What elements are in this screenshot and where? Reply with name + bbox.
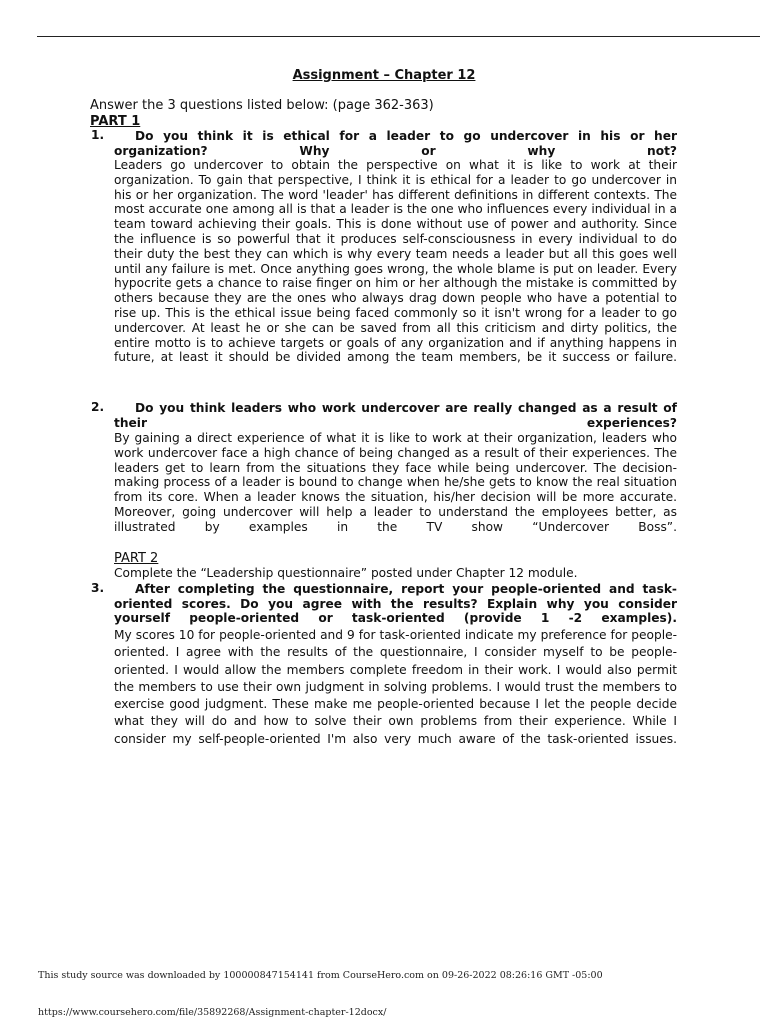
question-3-number: 3. <box>91 581 105 595</box>
answer-1: Leaders go undercover to obtain the perspective on what it is like to work at their organization. To gain that perspective, I think it is ethical for a leader to go undercover in his or her organization. The word 'leader' has different definitions in different contexts. The most accurate one among all is that a leader is the one who influences every individual in a team toward achieving their goals. This is done without use of power and authority. Since the influence is so powerful that it produces self-consciousness in every individual to do their duty the best they can which is why every team needs a leader but all this goes well until any failure is met. Once anything goes wrong, the whole blame is put on leader. Every hypocrite gets a chance to raise finger on him or her although the mistake is committed by others because they are the ones who always drag down people who have a potential to rise up. This is the ethical issue being faced commonly so it isn't wrong for a leader to go undercover. At least he or she can be saved from all this criticism and dirty politics, the entire motto is to achieve targets or goals of any organization and if anything happens in future, at least it should be divided among the team members, be it success or failure. <box>114 158 677 365</box>
answer-3: My scores 10 for people-oriented and 9 for task-oriented indicate my preference for people-oriented. I agree with the results of the questionnaire, I consider myself to be people-oriented. I would allow the members complete freedom in their work. I would also permit the members to use their own judgment in solving problems. I would trust the members to exercise good judgment. These make me people-oriented because I let the people decide what they will do and how to solve their own problems from their experience. While I consider my self-people-oriented I'm also very much aware of the task-oriented issues. <box>114 628 677 746</box>
part1-heading: PART 1 <box>90 114 141 129</box>
download-notice: This study source was downloaded by 100000847154141 from CourseHero.com on 09-26-2022 08:26:16 GMT -05:00 <box>38 970 603 981</box>
intro-text: Answer the 3 questions listed below: (page 362-363) <box>90 98 434 113</box>
question-3-text: After completing the questionnaire, report your people-oriented and task-oriented scores. Do you agree with the results? Explain why you consider yourself people-oriented or task-oriented (provide 1 -2 examples). <box>114 582 677 625</box>
top-rule <box>37 36 760 37</box>
question-1-text: Do you think it is ethical for a leader to go undercover in his or her organization? Why or why not? <box>114 129 677 158</box>
part2-intro: Complete the “Leadership questionnaire” posted under Chapter 12 module. <box>114 566 578 580</box>
page-title: Assignment – Chapter 12 <box>292 68 476 83</box>
question-2-text: Do you think leaders who work undercover are really changed as a result of their experiences? <box>114 401 677 430</box>
question-1-number: 1. <box>91 128 105 142</box>
part2-heading: PART 2 <box>114 551 159 566</box>
source-url: https://www.coursehero.com/file/35892268/Assignment-chapter-12docx/ <box>38 1007 387 1018</box>
answer-2: By gaining a direct experience of what it is like to work at their organization, leaders who work undercover face a high chance of being changed as a result of their experiences. The leaders get to learn from the situations they face while being undercover. The decision-making process of a leader is bound to change when he/she gets to know the real situation from its core. When a leader knows the situation, his/her decision will be more accurate. Moreover, going undercover will help a leader to understand the employees better, as illustrated by examples in the TV show “Undercover Boss”. <box>114 431 677 534</box>
question-2-number: 2. <box>91 400 105 414</box>
